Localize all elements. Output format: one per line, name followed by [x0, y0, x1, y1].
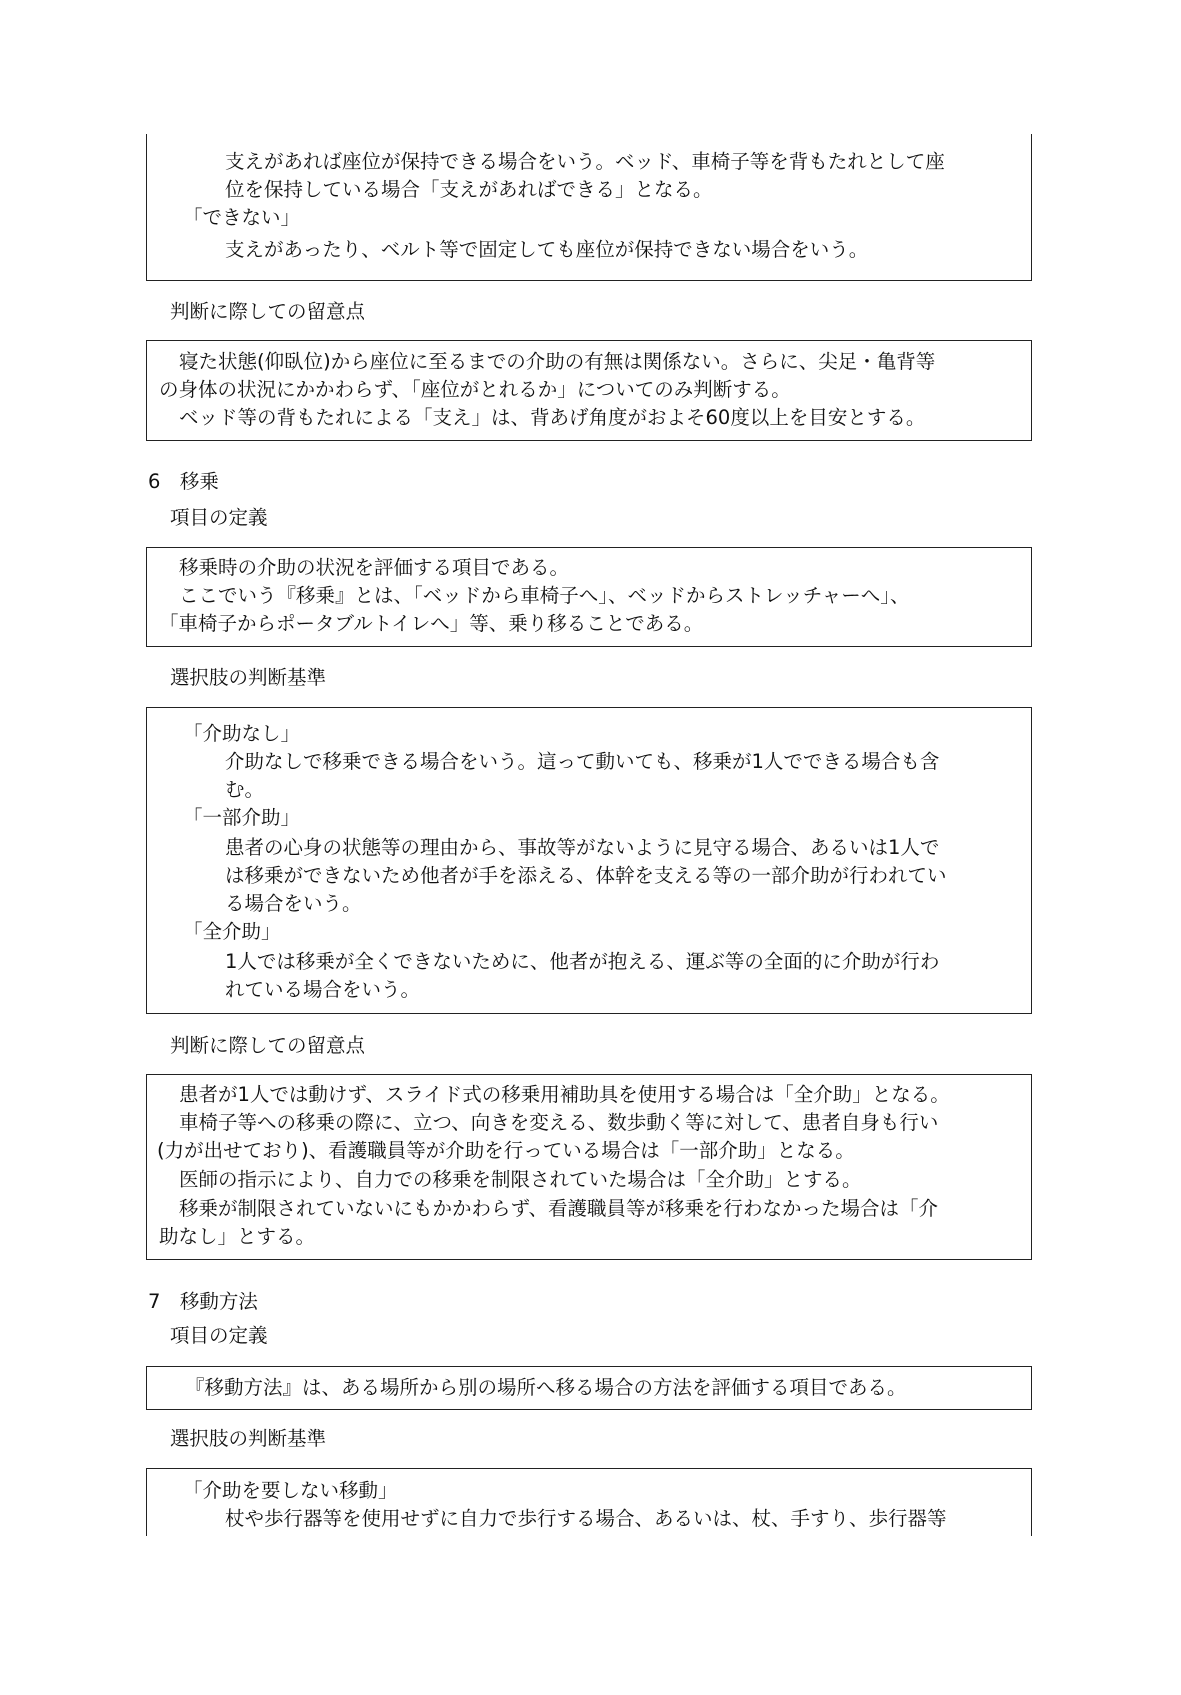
option-label: 「できない」 [183, 206, 301, 229]
notes-line: 寝た状態(仰臥位)から座位に至るまでの介助の有無は関係ない。さらに、尖足・亀背等 [179, 350, 936, 373]
notes-line: ベッド等の背もたれによる「支え」は、背あげ角度がおよそ60度以上を目安とする。 [179, 406, 926, 429]
definition-box-section6 [146, 547, 1032, 647]
definition-heading: 項目の定義 [170, 1324, 268, 1347]
criteria-line: 杖や歩行器等を使用せずに自力で歩行する場合、あるいは、杖、手すり、歩行器等 [225, 1507, 947, 1530]
criteria-line: 位を保持している場合「支えがあればできる」となる。 [225, 178, 713, 201]
notes-line: (力が出せており)、看護職員等が介助を行っている場合は「一部介助」となる。 [157, 1139, 855, 1162]
definition-heading: 項目の定義 [170, 506, 268, 529]
criteria-box-section7 [146, 1468, 1032, 1536]
notes-box-section6 [146, 1074, 1032, 1260]
criteria-line: 1人では移乗が全くできないために、他者が抱える、運ぶ等の全面的に介助が行わ [225, 950, 940, 973]
notes-line: 患者が1人では動けず、スライド式の移乗用補助具を使用する場合は「全介助」となる。 [179, 1083, 950, 1106]
notes-line: 助なし」とする。 [159, 1225, 316, 1248]
criteria-heading: 選択肢の判断基準 [170, 1427, 327, 1450]
criteria-line: 支えがあれば座位が保持できる場合をいう。ベッド、車椅子等を背もたれとして座 [225, 150, 945, 173]
criteria-line: れている場合をいう。 [225, 978, 421, 1001]
notes-box-section5 [146, 340, 1032, 441]
notes-line: 移乗が制限されていないにもかかわらず、看護職員等が移乗を行わなかった場合は「介 [179, 1197, 938, 1220]
notes-line: 車椅子等への移乗の際に、立つ、向きを変える、数歩動く等に対して、患者自身も行い [179, 1111, 939, 1134]
option-label: 「介助なし」 [183, 722, 301, 745]
criteria-line: る場合をいう。 [225, 892, 362, 915]
definition-line: ここでいう『移乗』とは、「ベッドから車椅子へ」、ベッドからストレッチャーへ」、 [179, 584, 910, 607]
criteria-line: む。 [225, 778, 265, 801]
notes-line: 医師の指示により、自力での移乗を制限されていた場合は「全介助」とする。 [179, 1168, 862, 1191]
definition-line: 『移動方法』は、ある場所から別の場所へ移る場合の方法を評価する項目である。 [185, 1376, 907, 1399]
option-label: 「介助を要しない移動」 [183, 1479, 398, 1502]
criteria-line: 患者の心身の状態等の理由から、事故等がないように見守る場合、あるいは1人で [225, 836, 940, 859]
section-heading-7: 7 移動方法 [148, 1290, 258, 1313]
definition-box-section7 [146, 1366, 1032, 1410]
notes-heading: 判断に際しての留意点 [170, 1034, 366, 1057]
criteria-box-section5 [146, 134, 1032, 281]
criteria-box-section6 [146, 707, 1032, 1014]
definition-line: 「車椅子からポータブルトイレへ」等、乗り移ることである。 [159, 612, 704, 635]
criteria-heading: 選択肢の判断基準 [170, 666, 327, 689]
notes-line: の身体の状況にかかわらず、「座位がとれるか」についてのみ判断する。 [159, 378, 791, 401]
option-label: 「全介助」 [183, 920, 281, 943]
option-label: 「一部介助」 [183, 806, 301, 829]
definition-line: 移乗時の介助の状況を評価する項目である。 [179, 556, 570, 579]
criteria-line: は移乗ができないため他者が手を添える、体幹を支える等の一部介助が行われてい [225, 864, 947, 887]
criteria-line: 支えがあったり、ベルト等で固定しても座位が保持できない場合をいう。 [225, 238, 869, 261]
section-heading-6: 6 移乗 [148, 470, 219, 493]
criteria-line: 介助なしで移乗できる場合をいう。這って動いても、移乗が1人でできる場合も含 [225, 750, 940, 773]
notes-heading: 判断に際しての留意点 [170, 300, 366, 323]
